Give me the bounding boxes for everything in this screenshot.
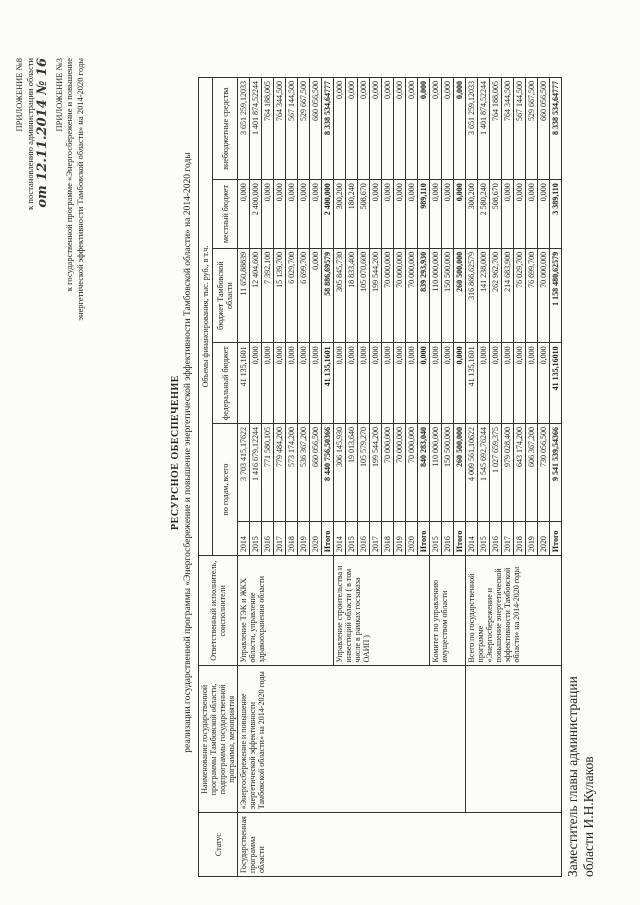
responsible-cell: Всего по государственной программе «Энергосбережение и повышение энергетической эффективности Тамбовской области» на 2014-2020 годы — [466, 556, 562, 666]
value-cell: 0,000 — [430, 180, 442, 249]
header-offbudget: внебюджетные средства — [213, 78, 238, 180]
year-cell: 2015 — [346, 522, 358, 556]
value-cell: 0,000 — [442, 78, 454, 180]
year-cell: 2014 — [334, 522, 346, 556]
value-cell: 0,000 — [430, 78, 442, 180]
value-cell: 260 500,000 — [454, 424, 466, 522]
value-cell: 0,000 — [406, 343, 418, 424]
value-cell: 0,000 — [478, 343, 490, 424]
value-cell: 529 667,500 — [526, 78, 538, 180]
signature-title: Заместитель главы администрации — [565, 676, 580, 877]
value-cell: 0,000 — [382, 180, 394, 249]
value-cell: 7 392,100 — [262, 248, 274, 342]
value-cell: 0,000 — [394, 343, 406, 424]
value-cell: 1 416 679,12244 — [250, 424, 262, 522]
value-cell: 110 000,000 — [430, 424, 442, 522]
appendix8-label: ПРИЛОЖЕНИЕ №8 — [14, 58, 24, 132]
year-cell: 2020 — [406, 522, 418, 556]
value-cell: 3 389,110 — [550, 180, 562, 249]
value-cell: 0,000 — [454, 78, 466, 180]
value-cell: 0,000 — [370, 343, 382, 424]
value-cell: 0,000 — [346, 78, 358, 180]
value-cell: 306 145,930 — [334, 424, 346, 522]
year-cell: 2017 — [370, 522, 382, 556]
year-cell: Итого — [454, 522, 466, 556]
value-cell: 260 500,000 — [454, 248, 466, 342]
document-title: РЕСУРСНОЕ ОБЕСПЕЧЕНИЕ — [170, 375, 181, 530]
value-cell: 199 544,200 — [370, 424, 382, 522]
value-cell: 12 404,600 — [250, 248, 262, 342]
value-cell: 0,000 — [334, 343, 346, 424]
value-cell: 0,000 — [406, 180, 418, 249]
value-cell: 0,000 — [346, 343, 358, 424]
program-name-cell: «Энергосбережение и повышение энергетической эффективности Тамбовской области» на 2014-2020 годы — [238, 666, 466, 813]
value-cell: 0,000 — [430, 343, 442, 424]
value-cell: 0,000 — [274, 180, 286, 249]
value-cell: 305 845,730 — [334, 248, 346, 342]
value-cell: 0,000 — [538, 180, 550, 249]
value-cell: 41 135,1601 — [322, 343, 334, 424]
value-cell: 0,000 — [382, 78, 394, 180]
value-cell: 15 139,700 — [274, 248, 286, 342]
value-cell: 70 000,000 — [382, 424, 394, 522]
value-cell: 0,000 — [394, 180, 406, 249]
value-cell: 70 000,000 — [394, 248, 406, 342]
value-cell: 316 866,62579 — [466, 248, 478, 342]
year-cell: Итого — [418, 522, 430, 556]
value-cell: 141 238,000 — [478, 248, 490, 342]
value-cell: 110 000,000 — [430, 248, 442, 342]
value-cell: 76 029,700 — [514, 248, 526, 342]
value-cell: 1 401 874,52244 — [250, 78, 262, 180]
header-status: Статус — [199, 813, 238, 877]
value-cell: 0,000 — [370, 180, 382, 249]
value-cell: 0,000 — [490, 343, 502, 424]
header-regional: бюджет Тамбовской области — [213, 248, 238, 342]
value-cell: 764 344,500 — [274, 78, 286, 180]
value-cell: 0,000 — [526, 343, 538, 424]
value-cell: 1 545 692,76244 — [478, 424, 490, 522]
value-cell: 643 174,200 — [514, 424, 526, 522]
year-cell: 2018 — [286, 522, 298, 556]
resource-table — [198, 77, 562, 877]
value-cell: 0,000 — [310, 180, 322, 249]
year-cell: 2018 — [382, 522, 394, 556]
value-cell: 0,000 — [418, 78, 430, 180]
value-cell: 529 667,500 — [298, 78, 310, 180]
value-cell: 0,000 — [274, 343, 286, 424]
value-cell: 0,000 — [286, 180, 298, 249]
value-cell: 764 188,005 — [490, 78, 502, 180]
value-cell: 2 580,240 — [478, 180, 490, 249]
value-cell: 1 158 480,62579 — [550, 248, 562, 342]
handwritten-date-number: от 12.11.2014 № 16 — [35, 58, 51, 208]
value-cell: 989,110 — [418, 180, 430, 249]
value-cell: 0,000 — [502, 343, 514, 424]
year-cell: 2018 — [514, 522, 526, 556]
value-cell: 8 338 534,64777 — [322, 78, 334, 180]
year-cell: 2016 — [358, 522, 370, 556]
appendix-header — [14, 58, 85, 321]
value-cell: 0,000 — [538, 343, 550, 424]
year-cell: 2016 — [262, 522, 274, 556]
status-cell: Государственная программа области — [238, 813, 562, 877]
responsible-cell: Управление ТЭК и ЖКХ области, управление здравоохранения области — [238, 556, 334, 666]
responsible-cell: Комитет по управлению имуществом области — [430, 556, 466, 666]
year-cell: Итого — [550, 522, 562, 556]
year-cell: 2019 — [394, 522, 406, 556]
value-cell: 41 135,16010 — [550, 343, 562, 424]
value-cell: 508,670 — [490, 180, 502, 249]
value-cell: 150 500,000 — [442, 248, 454, 342]
value-cell: 3 651 259,12033 — [466, 78, 478, 180]
value-cell: 3 651 259,12033 — [238, 78, 250, 180]
value-cell: 6 029,700 — [286, 248, 298, 342]
value-cell: 839 293,930 — [418, 248, 430, 342]
value-cell: 0,000 — [502, 180, 514, 249]
value-cell: 6 699,700 — [298, 248, 310, 342]
value-cell: 0,000 — [250, 343, 262, 424]
value-cell: 0,000 — [394, 78, 406, 180]
value-cell: 606 367,200 — [526, 424, 538, 522]
value-cell: 0,000 — [310, 343, 322, 424]
value-cell: 764 344,500 — [502, 78, 514, 180]
value-cell: 76 699,700 — [526, 248, 538, 342]
year-cell: 2020 — [310, 522, 322, 556]
value-cell: 0,000 — [298, 343, 310, 424]
value-cell: 105 070,600 — [358, 248, 370, 342]
value-cell: 0,000 — [262, 343, 274, 424]
value-cell: 300,200 — [334, 180, 346, 249]
value-cell: 19 013,640 — [346, 424, 358, 522]
value-cell: 0,000 — [382, 343, 394, 424]
value-cell: 214 683,900 — [502, 248, 514, 342]
value-cell: 0,000 — [358, 343, 370, 424]
value-cell: 0,000 — [454, 343, 466, 424]
value-cell: 300,200 — [466, 180, 478, 249]
value-cell: 979 028,400 — [502, 424, 514, 522]
table-row — [238, 78, 250, 877]
value-cell: 730 056,500 — [538, 424, 550, 522]
value-cell: 11 650,88839 — [238, 248, 250, 342]
value-cell: 58 886,69579 — [322, 248, 334, 342]
value-cell: 660 056,500 — [310, 78, 322, 180]
value-cell: 8 440 756,50366 — [322, 424, 334, 522]
year-cell: 2015 — [430, 522, 442, 556]
value-cell: 771 580,105 — [262, 424, 274, 522]
year-cell: 2017 — [502, 522, 514, 556]
table-row — [466, 78, 478, 877]
value-cell: 0,000 — [310, 248, 322, 342]
value-cell: 0,000 — [358, 78, 370, 180]
value-cell: 150 500,000 — [442, 424, 454, 522]
header-name: Наименование государственной программы Тамбовской области, подпрограммы государственной программы, мероприятия — [199, 666, 238, 813]
year-cell: 2014 — [466, 522, 478, 556]
header-local: местный бюджет — [213, 180, 238, 249]
header-federal: федеральный бюджет — [213, 343, 238, 424]
value-cell: 199 544,200 — [370, 248, 382, 342]
value-cell: 0,000 — [262, 180, 274, 249]
value-cell: 0,000 — [514, 180, 526, 249]
value-cell: 1 401 874,52244 — [478, 78, 490, 180]
header-total: по годам, всего — [213, 424, 238, 556]
value-cell: 0,000 — [454, 180, 466, 249]
program-reference-line1: к государственной программе «Энергосбережение и повышение — [64, 58, 75, 292]
value-cell: 0,000 — [298, 180, 310, 249]
value-cell: 0,000 — [406, 78, 418, 180]
signature-block — [565, 676, 596, 877]
value-cell: 0,000 — [514, 343, 526, 424]
signature-name: области И.Н.Кулаков — [580, 756, 596, 877]
value-cell: 508,670 — [358, 180, 370, 249]
value-cell: 660 056,500 — [538, 78, 550, 180]
value-cell: 0,000 — [334, 78, 346, 180]
value-cell: 70 000,000 — [406, 248, 418, 342]
year-cell: 2015 — [478, 522, 490, 556]
value-cell: 41 135,1601 — [238, 343, 250, 424]
year-cell: 2020 — [538, 522, 550, 556]
empty-name-cell — [466, 666, 562, 813]
value-cell: 840 283,040 — [418, 424, 430, 522]
year-cell: 2016 — [442, 522, 454, 556]
value-cell: 3 703 415,17622 — [238, 424, 250, 522]
year-cell: 2017 — [274, 522, 286, 556]
year-cell: Итого — [322, 522, 334, 556]
value-cell: 0,000 — [442, 343, 454, 424]
year-cell: 2015 — [250, 522, 262, 556]
value-cell: 0,000 — [286, 343, 298, 424]
value-cell: 0,000 — [418, 343, 430, 424]
header-responsible: Ответственный исполнитель, соисполнители — [199, 556, 238, 666]
value-cell: 2 400,000 — [322, 180, 334, 249]
value-cell: 180,240 — [346, 180, 358, 249]
value-cell: 0,000 — [238, 180, 250, 249]
header-funding: Объемы финансирования, тыс. руб., в т.ч. — [199, 78, 213, 556]
value-cell: 4 009 561,10622 — [466, 424, 478, 522]
year-cell: 2016 — [490, 522, 502, 556]
value-cell: 105 579,270 — [358, 424, 370, 522]
value-cell: 9 541 539,54366 — [550, 424, 562, 522]
value-cell: 536 367,200 — [298, 424, 310, 522]
value-cell: 70 000,000 — [394, 424, 406, 522]
value-cell: 70 000,000 — [382, 248, 394, 342]
value-cell: 262 962,700 — [490, 248, 502, 342]
value-cell: 0,000 — [526, 180, 538, 249]
appendix3-label: ПРИЛОЖЕНИЕ №3 — [53, 58, 64, 132]
year-cell: 2019 — [298, 522, 310, 556]
program-reference-line2: энергетической эффективности Тамбовской области» на 2014-2020 годы — [74, 58, 85, 321]
responsible-cell: Управление строительства и инвестиций области ( в том числе в рамках госзаказа ОАИП ) — [334, 556, 430, 666]
value-cell: 0,000 — [370, 78, 382, 180]
value-cell: 1 027 659,375 — [490, 424, 502, 522]
value-cell: 567 144,500 — [286, 78, 298, 180]
value-cell: 779 484,200 — [274, 424, 286, 522]
document-subtitle: реализации государственной программы «Энергосбережение и повышение энергетической эффективности Тамбовской области» на 2014-2020 годы — [183, 152, 193, 753]
value-cell: 573 174,200 — [286, 424, 298, 522]
value-cell: 18 833,400 — [346, 248, 358, 342]
value-cell: 70 000,000 — [406, 424, 418, 522]
value-cell: 0,000 — [442, 180, 454, 249]
value-cell: 764 188,005 — [262, 78, 274, 180]
decree-reference: к постановлению администрации области — [24, 58, 35, 210]
year-cell: 2014 — [238, 522, 250, 556]
value-cell: 41 135,1601 — [466, 343, 478, 424]
year-cell: 2019 — [526, 522, 538, 556]
value-cell: 660 056,500 — [310, 424, 322, 522]
value-cell: 8 338 534,64777 — [550, 78, 562, 180]
value-cell: 2 400,000 — [250, 180, 262, 249]
value-cell: 70 000,000 — [538, 248, 550, 342]
value-cell: 567 144,500 — [514, 78, 526, 180]
